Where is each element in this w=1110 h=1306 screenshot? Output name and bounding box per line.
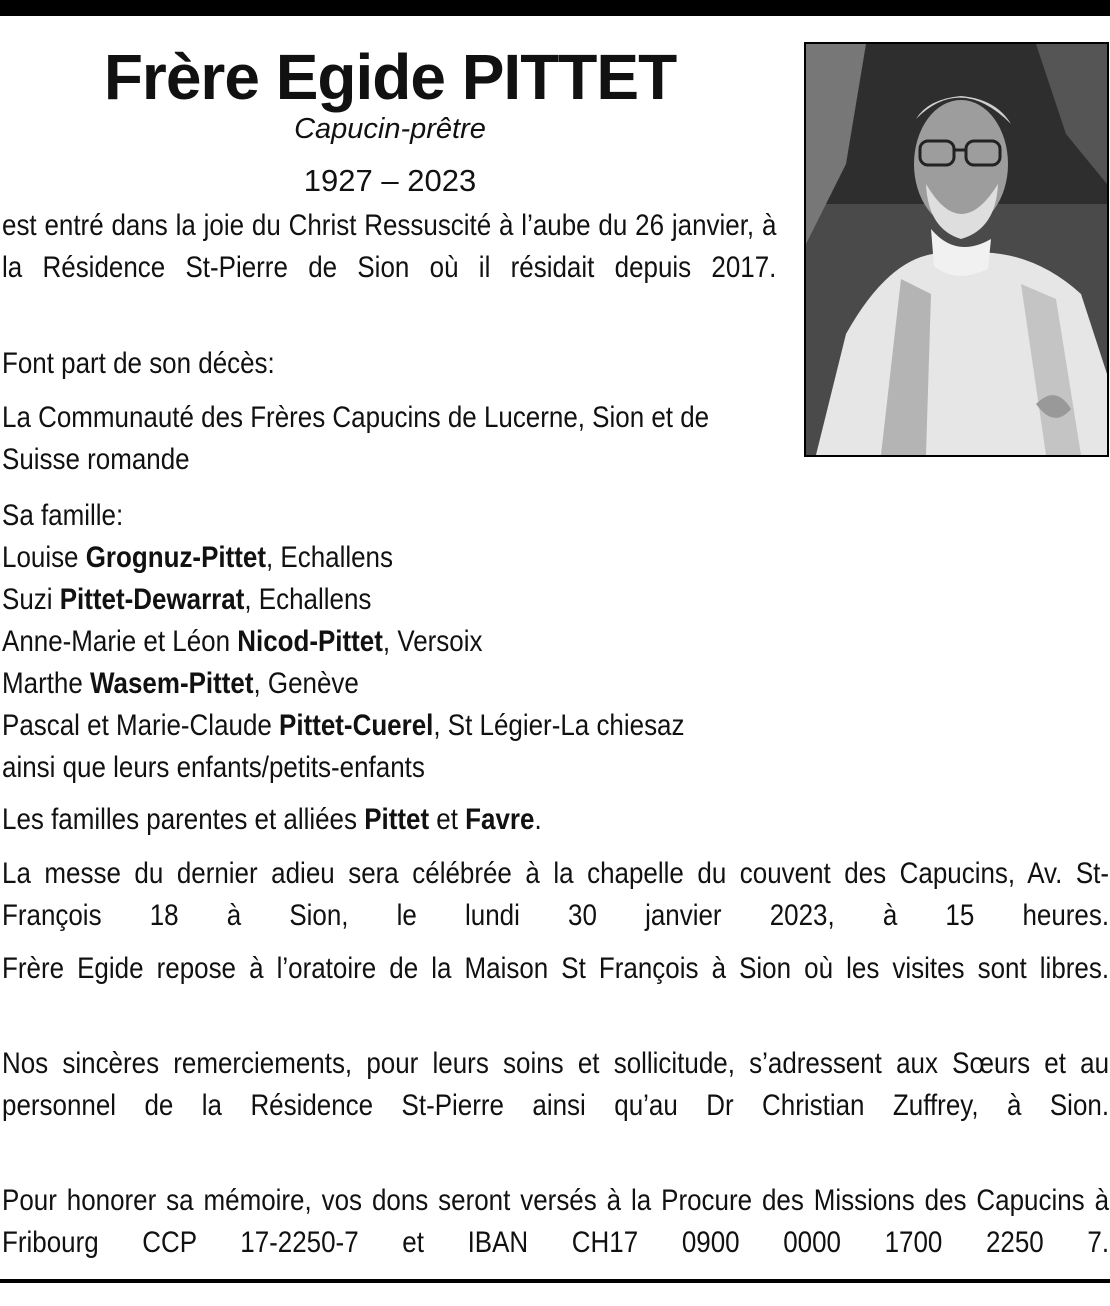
family-member: Louise Grognuz-Pittet, Echallens [2,541,393,574]
family-name-favre: Favre [465,803,535,836]
family-member: Marthe Wasem-Pittet, Genève [2,667,359,700]
notice-header [0,38,780,198]
family-closing: ainsi que leurs enfants/petits-enfants [2,751,425,784]
community-text: La Communauté des Frères Capucins de Lucerne, Sion et de Suisse romande [2,401,710,476]
top-rule [0,0,1110,16]
family-member: Pascal et Marie-Claude Pittet-Cuerel, St Légier-La chiesaz [2,709,685,742]
family-surname: Pittet-Cuerel [279,709,434,742]
family-block [2,495,684,789]
font-part-heading: Font part de son décès: [2,347,275,380]
family-name-pittet: Pittet [364,803,430,836]
family-surname: Wasem-Pittet [90,667,254,700]
intro-paragraph [2,205,776,331]
family-surname: Pittet-Dewarrat [59,583,245,616]
donations-paragraph [2,1180,1109,1306]
donations-text: Pour honorer sa mémoire, vos dons seront versés à la Procure des Missions des Capucins à Fribourg CCP 17-2250-7 et IBAN CH17 0900 0000 1700 2250 7. [2,1184,1110,1259]
related-families: Les familles parentes et alliées Pittet et Favre. [2,803,542,836]
intro-text: est entré dans la joie du Christ Ressuscité à l’aube du 26 janvier, à la Résidence St-Pierre de Sion où il résidait depuis 2017. [2,209,777,284]
community-paragraph [2,397,785,481]
family-member: Suzi Pittet-Dewarrat, Echallens [2,583,372,616]
viewing-text: Frère Egide repose à l’oratoire de la Maison St François à Sion où les visites sont libres. [2,952,1110,985]
portrait-image [806,44,1107,455]
mass-text: La messe du dernier adieu sera célébrée à la chapelle du couvent des Capucins, Av. St-François 18 à Sion, le lundi 30 janvier 2023, à 15 heures. [2,857,1110,932]
thanks-text: Nos sincères remerciements, pour leurs soins et sollicitude, s’adressent aux Sœurs et au personnel de la Résidence St-Pierre ainsi qu’au Dr Christian Zuffrey, à Sion. [2,1047,1110,1122]
family-heading: Sa famille: [2,499,124,532]
family-member: Anne-Marie et Léon Nicod-Pittet, Versoix [2,625,483,658]
deceased-name: Frère Egide PITTET [103,41,677,113]
bottom-rule [0,1279,1110,1283]
life-dates: 1927 – 2023 [303,163,477,198]
family-surname: Nicod-Pittet [237,625,383,658]
viewing-paragraph [2,948,1109,1032]
thanks-paragraph [2,1043,1109,1169]
family-surname: Grognuz-Pittet [85,541,266,574]
portrait-photo [804,42,1109,457]
deceased-title: Capucin-prêtre [294,113,486,145]
